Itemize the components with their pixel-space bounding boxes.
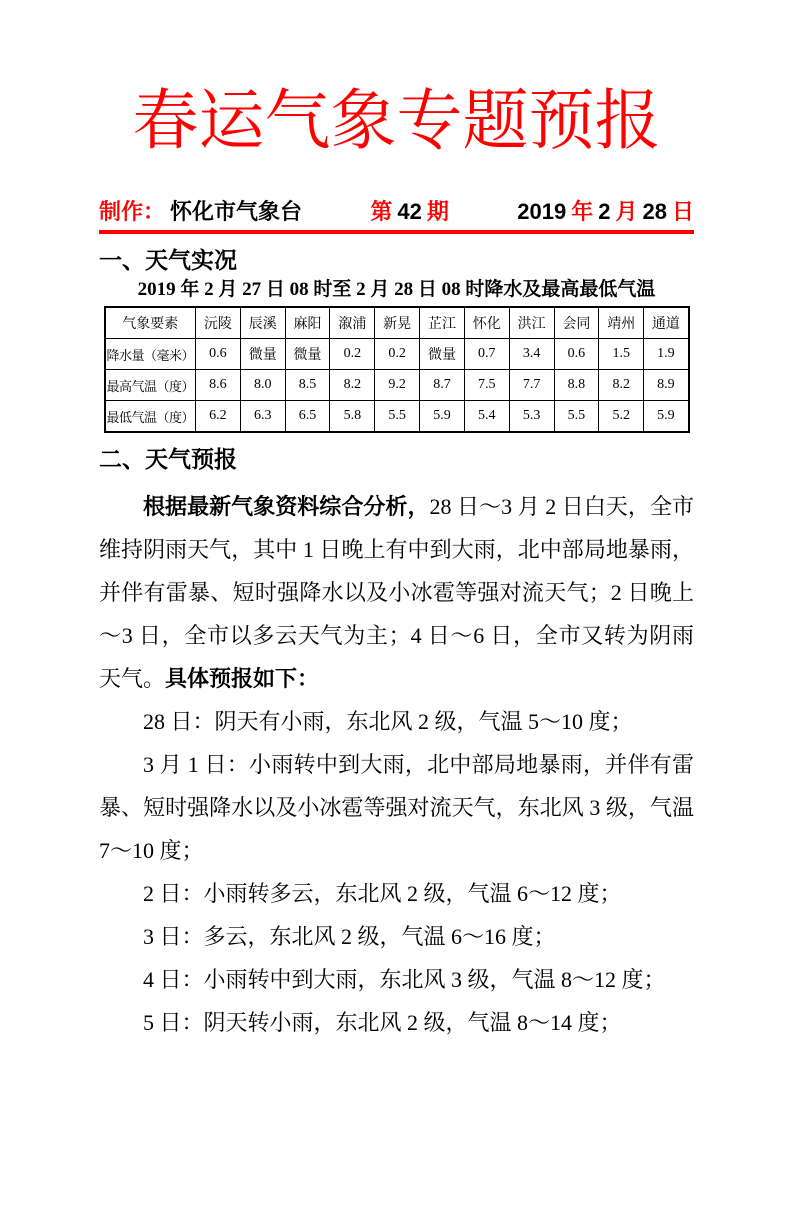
table-row-min-temp [105,401,689,433]
forecast-day-line: 5 日：阴天转小雨，东北风 2 级，气温 8～14 度； [143,1010,622,1035]
table-header-cell: 洪江 [509,307,554,339]
table-cell: 8.5 [285,370,330,401]
forecast-intro-paragraph [99,485,694,700]
table-row-label: 最低气温（度） [105,401,196,433]
forecast-day-line: 2 日：小雨转多云，东北风 2 级，气温 6～12 度； [143,881,622,906]
table-cell: 微量 [240,339,285,370]
date-day-unit: 日 [671,199,694,224]
table-cell: 0.6 [554,339,599,370]
table-cell: 1.5 [599,339,644,370]
table-cell: 5.5 [554,401,599,433]
table-row-precipitation [105,339,689,370]
table-header-cell: 芷江 [420,307,465,339]
table-header-cell: 气象要素 [105,307,196,339]
table-header-cell: 沅陵 [196,307,241,339]
date-month-unit: 月 [615,199,638,224]
intro-lead: 根据最新气象资料综合分析， [143,494,430,519]
date-month: 2 [598,199,611,224]
observation-table-title: 2019 年 2 月 27 日 08 时至 2 月 28 日 08 时降水及最高最低气温 [137,279,656,300]
table-cell: 6.2 [196,401,241,433]
document-title: 春运气象专题预报 [132,85,661,158]
forecast-day-line: 3 月 1 日：小雨转中到大雨，北中部局地暴雨，并伴有雷暴、短时强降水以及小冰雹等强对流天气，东北风 3 级，气温 7～10 度； [99,752,694,863]
table-cell: 7.5 [464,370,509,401]
table-header-cell: 溆浦 [330,307,375,339]
table-header-cell: 怀化 [464,307,509,339]
table-cell: 5.8 [330,401,375,433]
table-cell: 0.2 [375,339,420,370]
table-cell: 微量 [420,339,465,370]
forecast-body [99,485,694,1044]
table-cell: 6.5 [285,401,330,433]
table-cell: 5.4 [464,401,509,433]
issue-prefix: 第 [370,199,393,224]
producer-label: 制作： [99,199,166,224]
forecast-day-line: 3 日：多云，东北风 2 级，气温 6～16 度； [143,924,556,949]
table-cell: 微量 [285,339,330,370]
table-cell: 0.2 [330,339,375,370]
meta-bar [99,198,694,226]
forecast-day-line: 28 日：阴天有小雨，东北风 2 级，气温 5～10 度； [143,709,633,734]
table-cell: 8.0 [240,370,285,401]
issue-date [517,198,694,226]
table-cell: 9.2 [375,370,420,401]
observation-table [104,306,690,433]
intro-body: 28 日～3 月 2 日白天，全市维持阴雨天气，其中 1 日晚上有中到大雨，北中部局地暴雨，并伴有雷暴、短时强降水以及小冰雹等强对流天气；2 日晚上～3 日，全市以多云天气为主；4 日～6 日，全市又转为阴雨天气。 [99,494,694,691]
table-cell: 8.2 [330,370,375,401]
section-heading-forecast: 二、天气预报 [99,446,237,472]
table-header-row [105,307,689,339]
table-cell: 5.9 [644,401,689,433]
table-header-cell: 辰溪 [240,307,285,339]
producer-name: 怀化市气象台 [170,199,303,224]
forecast-day-line: 4 日：小雨转中到大雨，东北风 3 级，气温 8～12 度； [143,967,666,992]
table-header-cell: 麻阳 [285,307,330,339]
date-day: 28 [642,199,667,224]
table-cell: 8.2 [599,370,644,401]
table-header-cell: 新晃 [375,307,420,339]
table-cell: 7.7 [509,370,554,401]
table-cell: 1.9 [644,339,689,370]
table-cell: 6.3 [240,401,285,433]
table-cell: 5.3 [509,401,554,433]
red-divider [99,230,694,234]
document-page [0,86,793,1208]
section-heading-actual: 一、天气实况 [99,247,237,273]
date-year: 2019 [517,199,567,224]
table-cell: 5.5 [375,401,420,433]
table-header-cell: 会同 [554,307,599,339]
table-cell: 0.7 [464,339,509,370]
table-header-cell: 通道 [644,307,689,339]
table-cell: 5.9 [420,401,465,433]
table-header-cell: 靖州 [599,307,644,339]
table-cell: 8.8 [554,370,599,401]
table-row-label: 降水量（毫米） [105,339,196,370]
issue-suffix: 期 [426,199,449,224]
table-cell: 5.2 [599,401,644,433]
table-row-max-temp [105,370,689,401]
table-cell: 0.6 [196,339,241,370]
issue-number [370,198,449,226]
table-cell: 8.7 [420,370,465,401]
table-cell: 3.4 [509,339,554,370]
producer [99,198,302,226]
issue-value: 42 [397,199,422,224]
date-year-unit: 年 [571,199,594,224]
intro-tail: 具体预报如下： [165,666,320,691]
table-row-label: 最高气温（度） [105,370,196,401]
table-cell: 8.6 [196,370,241,401]
table-cell: 8.9 [644,370,689,401]
